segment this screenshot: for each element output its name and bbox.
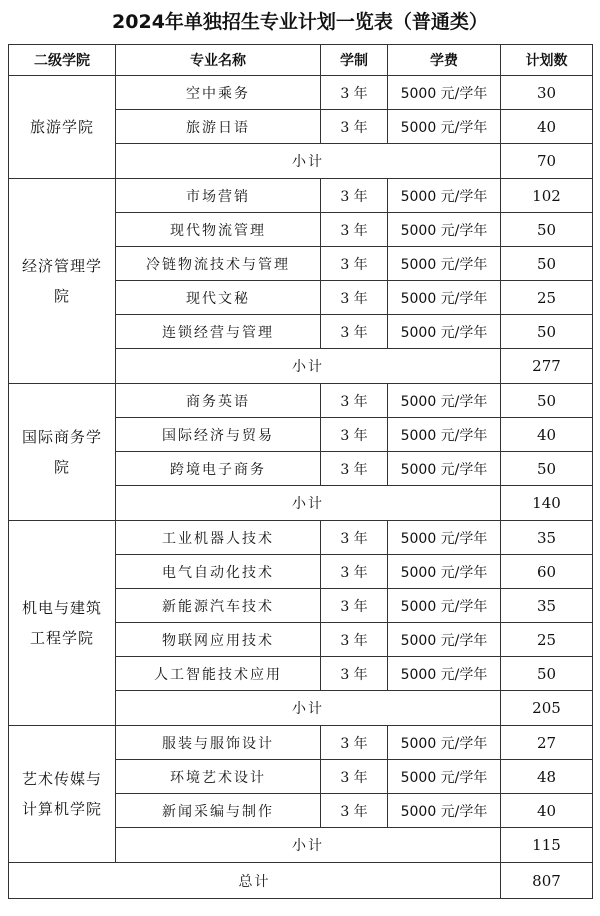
plan-cell: 25 [501,281,593,315]
plan-cell: 60 [501,555,593,589]
plan-cell: 40 [501,110,593,144]
table-row [9,521,593,555]
header-plan: 计划数 [501,45,593,76]
subtotal-value: 277 [501,349,593,384]
total-label: 总计 [9,863,501,899]
subtotal-value: 205 [501,691,593,726]
major-name: 物联网应用技术 [116,623,321,657]
duration-cell: 3 年 [321,76,388,110]
plan-cell: 25 [501,623,593,657]
duration-cell: 3 年 [321,726,388,760]
duration-cell: 3 年 [321,110,388,144]
enrollment-plan-table [8,44,593,899]
fee-cell: 5000 元/学年 [388,760,501,794]
major-name: 工业机器人技术 [116,521,321,555]
college-name: 经济管理学院 [9,179,116,384]
college-name: 旅游学院 [9,76,116,179]
duration-cell: 3 年 [321,315,388,349]
table-row [9,179,593,213]
plan-cell: 102 [501,179,593,213]
major-name: 国际经济与贸易 [116,418,321,452]
fee-cell: 5000 元/学年 [388,179,501,213]
subtotal-value: 70 [501,144,593,179]
duration-cell: 3 年 [321,623,388,657]
subtotal-label: 小计 [116,349,501,384]
subtotal-value: 140 [501,486,593,521]
duration-cell: 3 年 [321,794,388,828]
major-name: 冷链物流技术与管理 [116,247,321,281]
major-name: 服装与服饰设计 [116,726,321,760]
major-name: 新能源汽车技术 [116,589,321,623]
major-name: 新闻采编与制作 [116,794,321,828]
plan-cell: 50 [501,384,593,418]
duration-cell: 3 年 [321,555,388,589]
major-name: 连锁经营与管理 [116,315,321,349]
duration-cell: 3 年 [321,418,388,452]
plan-cell: 50 [501,213,593,247]
plan-cell: 50 [501,452,593,486]
fee-cell: 5000 元/学年 [388,418,501,452]
college-name: 艺术传媒与计算机学院 [9,726,116,863]
fee-cell: 5000 元/学年 [388,555,501,589]
subtotal-value: 115 [501,828,593,863]
plan-cell: 48 [501,760,593,794]
fee-cell: 5000 元/学年 [388,247,501,281]
fee-cell: 5000 元/学年 [388,76,501,110]
plan-cell: 40 [501,794,593,828]
major-name: 电气自动化技术 [116,555,321,589]
duration-cell: 3 年 [321,247,388,281]
duration-cell: 3 年 [321,213,388,247]
duration-cell: 3 年 [321,760,388,794]
major-name: 现代物流管理 [116,213,321,247]
major-name: 市场营销 [116,179,321,213]
header-duration: 学制 [321,45,388,76]
fee-cell: 5000 元/学年 [388,384,501,418]
fee-cell: 5000 元/学年 [388,657,501,691]
plan-cell: 30 [501,76,593,110]
duration-cell: 3 年 [321,384,388,418]
duration-cell: 3 年 [321,657,388,691]
header-major: 专业名称 [116,45,321,76]
duration-cell: 3 年 [321,452,388,486]
college-name: 机电与建筑工程学院 [9,521,116,726]
page-title: 2024年单独招生专业计划一览表（普通类） [112,11,488,33]
subtotal-label: 小计 [116,486,501,521]
fee-cell: 5000 元/学年 [388,794,501,828]
total-value: 807 [501,863,593,899]
fee-cell: 5000 元/学年 [388,452,501,486]
fee-cell: 5000 元/学年 [388,110,501,144]
subtotal-label: 小计 [116,691,501,726]
major-name: 旅游日语 [116,110,321,144]
plan-cell: 40 [501,418,593,452]
plan-cell: 35 [501,589,593,623]
grand-total-row [9,863,593,899]
table-row [9,76,593,110]
major-name: 人工智能技术应用 [116,657,321,691]
fee-cell: 5000 元/学年 [388,589,501,623]
major-name: 商务英语 [116,384,321,418]
fee-cell: 5000 元/学年 [388,726,501,760]
fee-cell: 5000 元/学年 [388,315,501,349]
table-row [9,384,593,418]
fee-cell: 5000 元/学年 [388,623,501,657]
header-fee: 学费 [388,45,501,76]
major-name: 现代文秘 [116,281,321,315]
fee-cell: 5000 元/学年 [388,213,501,247]
major-name: 空中乘务 [116,76,321,110]
header-college: 二级学院 [9,45,116,76]
plan-cell: 50 [501,657,593,691]
subtotal-label: 小计 [116,144,501,179]
duration-cell: 3 年 [321,589,388,623]
fee-cell: 5000 元/学年 [388,521,501,555]
duration-cell: 3 年 [321,521,388,555]
subtotal-label: 小计 [116,828,501,863]
plan-cell: 27 [501,726,593,760]
table-header-row [9,45,593,76]
fee-cell: 5000 元/学年 [388,281,501,315]
college-name: 国际商务学院 [9,384,116,521]
plan-cell: 35 [501,521,593,555]
duration-cell: 3 年 [321,179,388,213]
major-name: 跨境电子商务 [116,452,321,486]
plan-cell: 50 [501,315,593,349]
table-row [9,726,593,760]
major-name: 环境艺术设计 [116,760,321,794]
plan-cell: 50 [501,247,593,281]
duration-cell: 3 年 [321,281,388,315]
